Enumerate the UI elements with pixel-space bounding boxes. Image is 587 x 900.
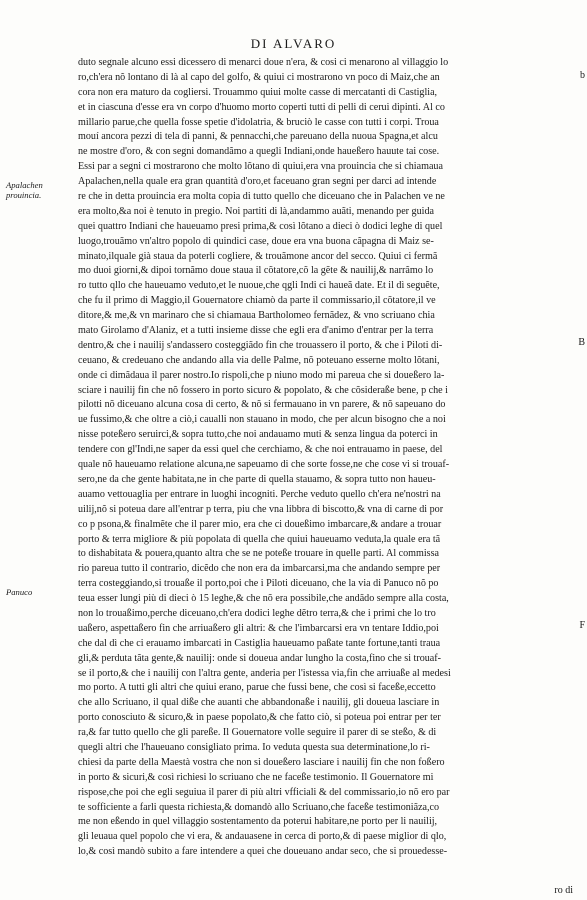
text-line: porto conosciuto & sicuro,& in paese popolato,& che fatto ciò, si poteua poi entrar per ter bbox=[78, 712, 441, 724]
text-line: gli,& perduta tãta gente,& nauilij: onde si doueua andar lungho la costa,fino che si trouaf- bbox=[78, 652, 441, 664]
text-line: uilij,nõ si poteua dare all'entrar p terra, piu che vna libbra di biscotto,& vna di carne di por bbox=[78, 503, 444, 515]
text-line: cora non era maturo da cogliersi. Trouammo quiui molte casse di mercatanti di Castiglia, bbox=[78, 86, 438, 98]
margin-note-apalachen: Apalachen prouincia. bbox=[6, 180, 43, 200]
text-line: auamo vettouaglia per entrare in luoghi incogniti. Perche veduto quello ch'era ne'nostri na bbox=[78, 488, 441, 500]
text-line: Apalachen,nella quale era gran quantità d'oro,et faceuano gran segni per darci ad intende bbox=[78, 176, 437, 188]
text-line: che fu il primo di Maggio,il Gouernatore chiamò da parte il commissario,il cõtatore,il ve bbox=[78, 295, 436, 307]
text-line: lo,& così mandò subito a fare intendere a quei che doueuano andar seco, che si prouedesse- bbox=[78, 846, 448, 858]
text-line: uaßero, aspettaßero fin che arriuaßero gli altri: & che l'imbarcarsi era vn tentare Iddio,poi bbox=[78, 622, 439, 634]
text-line: rispose,che poi che egli seguiua il parer di più altri vfficiali & del commissario,io nõ ero par bbox=[78, 786, 450, 798]
text-line: mouí ancora pezzi di tela di panni, & pennacchi,che pareuano della nuoua Spagna,et alcu bbox=[78, 131, 438, 143]
text-line: dentro,& che i nauilij s'andassero costeggiãdo fin che trouassero il porto, & che i Piloti di- bbox=[78, 339, 443, 351]
text-line: non lo trouaßimo,perche diceuano,ch'era dodici leghe dẽtro terra,& che i primi che lo tro bbox=[78, 607, 436, 619]
text-line: et in ciascuna d'esse era vn corpo d'huomo morto coperti tutti di pelli di cerui dipinti. Al co bbox=[78, 101, 445, 113]
catchword: ro di bbox=[554, 885, 573, 896]
text-line: chiesi da parte della Maestà vostra che non si doueßero lasciare i nauilij fin che non foßero bbox=[78, 756, 445, 768]
text-line: che dal dì che ci erauamo imbarcati in Castiglia haueuamo paßate tante fortune,tanti traua bbox=[78, 637, 441, 649]
text-line: luogo,trouãmo vn'altro popolo di quindici case, doue era vna buona cãpagna di Maiz se- bbox=[78, 235, 434, 247]
text-line: quei quattro Indiani che haueuamo presi prima,& così lõtano a dieci ò dodici leghe di quel bbox=[78, 220, 443, 232]
text-line: porto & terra migliore & più popolata di quella che quiui haueuamo veduta,la quale era tã bbox=[78, 533, 441, 545]
text-line: sero,ne da che gente habitata,ne in che parte di quella stauamo, & sopra tutto non haueu- bbox=[78, 473, 436, 485]
text-line: se il porto,& che i nauilij con l'altra gente, anderia per l'istessa via,fin che arriuaße al medesi bbox=[78, 667, 451, 679]
body-text bbox=[78, 56, 574, 860]
text-line: co p psona,& finalmẽte che il parer mio, era che ci doueßimo imbarcare,& andare a trouar bbox=[78, 518, 442, 530]
text-line: re che in detta prouincia era molta copia di tutto quello che diceuano che in Palachen ve ne bbox=[78, 191, 445, 203]
text-line: duto segnale alcuno essi dicessero di menarci doue n'era, & cosi ci menarono al villaggio lo bbox=[78, 57, 449, 68]
edge-mark: b bbox=[580, 70, 585, 81]
text-line: quegli altri che l'haueuano consigliato prima. Io veduta questa sua determinatione,lo ri- bbox=[78, 741, 430, 753]
text-line: rio pareua tutto il contrario, dicẽdo che non era da imbarcarsi,ma che andando sempre per bbox=[78, 563, 441, 575]
text-line: te sofficiente a farli questa richiesta,& domandò allo Scriuano,che faceße testimoniãza,co bbox=[78, 801, 440, 813]
text-line: ro,ch'era nõ lontano di là al capo del golfo, & quiui ci mostrarono vn poco di Maiz,che an bbox=[78, 71, 440, 83]
text-line: ceuano, & credeuano che andando alla via delle Palme, nõ poteuano esserne molto lõtani, bbox=[78, 354, 440, 366]
text-line: mo duoi giorni,& dipoi tornãmo doue staua il cõtatore,cõ la gẽte & nauilij,& narrãmo lo bbox=[78, 265, 434, 277]
text-line: ro tutto qllo che haueuamo veduto,et le nuoue,che qgli Indi ci haueã date. Et il dì seguẽte, bbox=[78, 280, 440, 292]
text-line: teua esser lungi più di dieci ò 15 leghe,& che nõ era possibile,che andãdo sempre alla costa, bbox=[78, 593, 449, 605]
text-line: onde ci dimãdaua il parer nostro.Io rispoli,che p niuno modo mi pareua che si doueßero la- bbox=[78, 369, 445, 381]
text-line: ue fussimo,& che oltre a ciò,i caualli non stauano in modo, che per alcun bisogno che a noi bbox=[78, 414, 446, 426]
running-header: DI ALVARO bbox=[250, 36, 337, 51]
text-line: ne mostre d'oro, & con segni domandãmo a quegli Indiani,onde haueßero hauute tai cose. bbox=[78, 146, 440, 158]
edge-mark: B bbox=[578, 337, 585, 348]
text-line: mo porto. A tutti gli altri che quiui erano, parue che fussi bene, che così si faceße,eccetto bbox=[78, 682, 436, 694]
text-line: ditore,& me,& vn marinaro che si chiamaua Bartholomeo fernãdez, & vno scriuano chia bbox=[78, 310, 435, 322]
text-line: nisse poteßero seruirci,& sopra tutto,che noi andauamo muti & senza lingua da poterci in bbox=[78, 429, 438, 441]
text-line: pilotti nõ diceuano alcuna cosa di certo, & nõ si fermauano in vn parere, & nõ sapeuano do bbox=[78, 399, 446, 411]
text-line: in porto & sicuri,& così richiesi lo scriuano che ne faceße testimonio. Il Gouernatore mi bbox=[78, 771, 434, 783]
text-line: mato Girolamo d'Alaniz, et a tutti insieme disse che egli era d'animo d'entrar per la terra bbox=[78, 325, 434, 337]
text-line: che allo Scriuano, il qual diße che auanti che abbandonaße i nauilij, gli doueua lasciare in bbox=[78, 697, 440, 709]
text-line: to dishabitata & pouera,quanto altra che se ne poteße trouare in quelle parti. Al commissa bbox=[78, 548, 440, 560]
text-line: ra,& far tutto quello che gli pareße. Il Gouernatore volle seguire il parer di se steßo, & di bbox=[78, 727, 437, 739]
text-line: me non eßendo in quel villaggio sostentamento da poterui habitare,ne porto per li nauilij, bbox=[78, 816, 438, 828]
text-line: era molto,&a noi è tenuto in pregio. Noi partiti di là,andammo auãti, menando per guida bbox=[78, 205, 434, 217]
text-line: minato,ilquale già staua da poterli cogliere, & trouãmone ancor del secco. Quiui ci fermã bbox=[78, 250, 438, 262]
text-line: terra costeggiando,si trouaße il porto,poi che i Piloti diceuano, che la via di Panuco nõ po bbox=[78, 578, 439, 590]
text-line: sciare i nauilij fin che nõ fossero in porto sicuro & popolato, & che cõsideraße bene, p che i bbox=[78, 384, 448, 396]
text-line: tendere con gl'Indi,ne saper da essi quel che cerchiamo, & che noi entrauamo in paese, del bbox=[78, 444, 443, 456]
margin-note-panuco: Panuco bbox=[6, 587, 33, 597]
text-line: millario parue,che quella fosse spetie d'idolatria, & bruciò le casse con tutti i corpi. Troua bbox=[78, 116, 439, 128]
text-line: Essi par a segni ci mostrarono che molto lõtano di quiui,era vna prouincia che si chiamaua bbox=[78, 161, 443, 173]
text-line: quale nõ haueuamo relatione alcuna,ne sapeuamo di che sorte fosse,ne che cose vi si trouaf- bbox=[78, 459, 450, 471]
edge-mark: F bbox=[579, 620, 585, 631]
text-line: gli leuaua quel popolo che vi era, & andauasene in cerca di porto,& di paese miglior di qlo, bbox=[78, 831, 447, 843]
